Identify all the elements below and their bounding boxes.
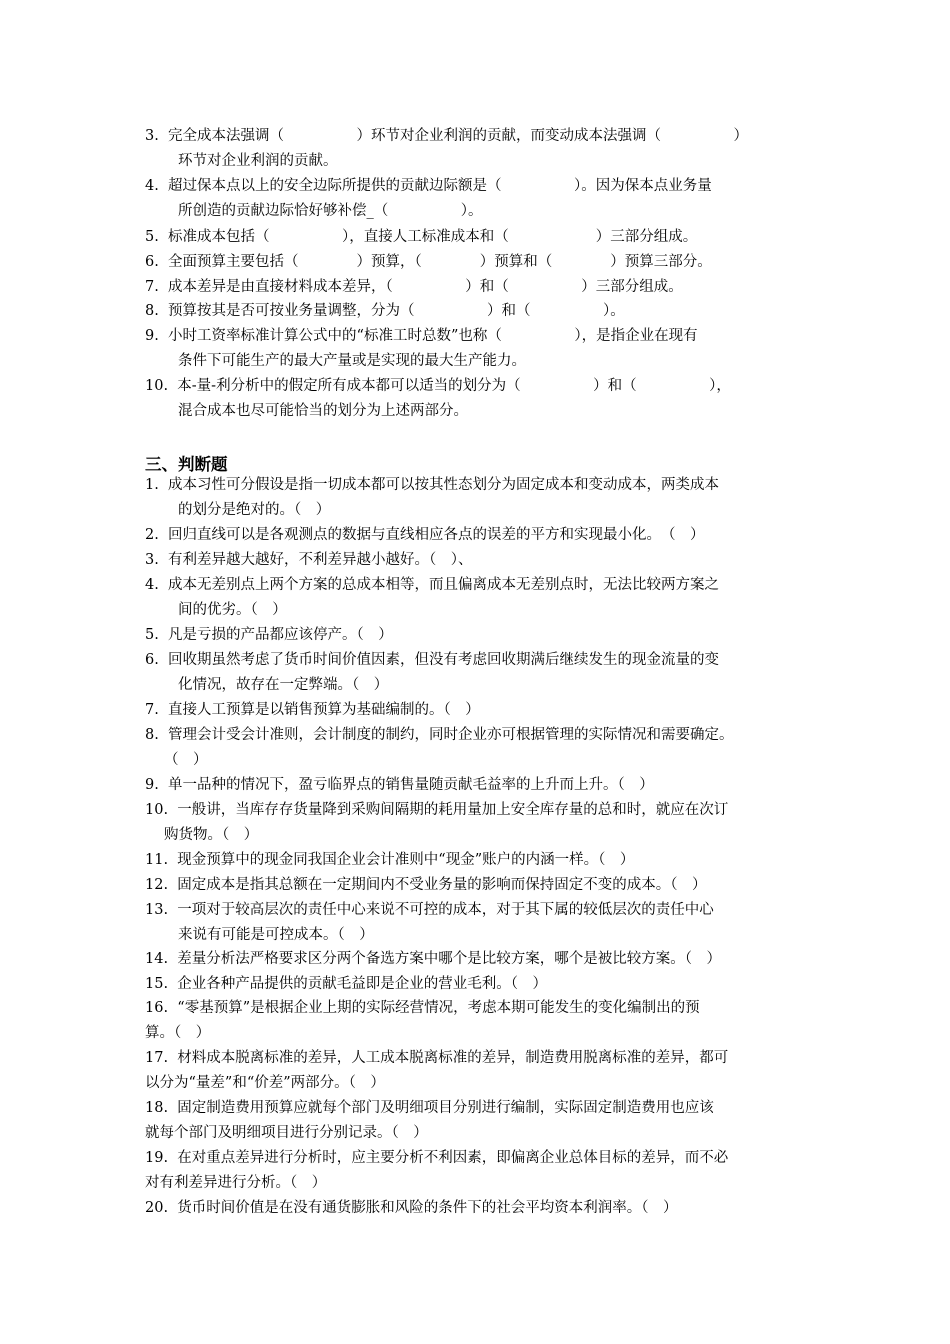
judge-item: 9. 单一品种的情况下，盈亏临界点的销售量随贡献毛益率的上升而上升。（ ） — [145, 777, 654, 793]
judge-item: 2. 回归直线可以是各观测点的数据与直线相应各点的误差的平方和实现最小化。 （ ） — [145, 527, 705, 543]
judge-item: 14. 差量分析法严格要求区分两个备选方案中哪个是比较方案，哪个是被比较方案。（ ） — [145, 951, 722, 967]
judge-item: 20. 货币时间价值是在没有通货膨胀和风险的条件下的社会平均资本利润率。（ ） — [145, 1200, 678, 1216]
judge-item: 间的优劣。（ ） — [178, 602, 287, 618]
fill-in-item: 9. 小时工资率标准计算公式中的“标准工时总数”也称（ ），是指企业在现有 — [145, 328, 698, 344]
judge-item: 1. 成本习性可分假设是指一切成本都可以按其性态划分为固定成本和变动成本，两类成本 — [145, 477, 720, 493]
fill-in-item: 3. 完全成本法强调（ ）环节对企业利润的贡献，而变动成本法强调（ ） — [145, 128, 749, 144]
judge-item: 算。（ ） — [145, 1025, 211, 1041]
judge-item: 11. 现金预算中的现金同我国企业会计准则中“现金”账户的内涵一样。（ ） — [145, 852, 635, 868]
judge-item: 对有利差异进行分析。（ ） — [145, 1175, 327, 1191]
fill-in-item: 所创造的贡献边际恰好够补偿_（ ）。 — [178, 203, 483, 219]
judge-item: 13. 一项对于较高层次的责任中心来说不可控的成本，对于其下属的较低层次的责任中心 — [145, 902, 714, 918]
judge-item: 5. 凡是亏损的产品都应该停产。（ ） — [145, 627, 393, 643]
judge-item: 化情况，故存在一定弊端。（ ） — [178, 677, 389, 693]
fill-in-item: 10. 本-量-利分析中的假定所有成本都可以适当的划分为（ ）和（ ）， — [145, 378, 731, 394]
fill-in-item: 混合成本也尽可能恰当的划分为上述两部分。 — [178, 403, 468, 419]
judge-item: 3. 有利差异越大越好，不利差异越小越好。（ ）、 — [145, 552, 473, 568]
fill-in-item: 8. 预算按其是否可按业务量调整，分为（ ）和（ ）。 — [145, 303, 625, 319]
judge-item: 12. 固定成本是指其总额在一定期间内不受业务量的影响而保持固定不变的成本。（ ） — [145, 877, 707, 893]
judge-item: 10. 一般讲，当库存存货量降到采购间隔期的耗用量加上安全库存量的总和时，就应在次订 — [145, 802, 729, 818]
fill-in-item: 条件下可能生产的最大产量或是实现的最大生产能力。 — [178, 353, 526, 369]
judge-item: 18. 固定制造费用预算应就每个部门及明细项目分别进行编制，实际固定制造费用也应该 — [145, 1100, 714, 1116]
judge-item: 15. 企业各种产品提供的贡献毛益即是企业的营业毛利。（ ） — [145, 976, 548, 992]
section-heading: 三、判断题 — [145, 455, 228, 474]
fill-in-item: 5. 标准成本包括（ ），直接人工标准成本和（ ）三部分组成。 — [145, 229, 698, 245]
judge-item: 的划分是绝对的。（ ） — [178, 502, 331, 518]
judge-item: 16. “零基预算”是根据企业上期的实际经营情况，考虑本期可能发生的变化编制出的预 — [145, 1000, 700, 1016]
judge-item: 17. 材料成本脱离标准的差异，人工成本脱离标准的差异，制造费用脱离标准的差异，都可 — [145, 1050, 729, 1066]
judge-item: 4. 成本无差别点上两个方案的总成本相等，而且偏离成本无差别点时，无法比较两方案之 — [145, 577, 720, 593]
judge-item: 7. 直接人工预算是以销售预算为基础编制的。（ ） — [145, 702, 480, 718]
fill-in-item: 7. 成本差异是由直接材料成本差异，（ ）和（ ）三部分组成。 — [145, 279, 683, 295]
judge-item: 8. 管理会计受会计准则，会计制度的制约，同时企业亦可根据管理的实际情况和需要确定。 — [145, 727, 734, 743]
fill-in-item: 4. 超过保本点以上的安全边际所提供的贡献边际额是（ ）。因为保本点业务量 — [145, 178, 712, 194]
fill-in-item: 6. 全面预算主要包括（ ）预算，（ ）预算和（ ）预算三部分。 — [145, 254, 712, 270]
judge-item: （ ） — [164, 752, 208, 768]
judge-item: 6. 回收期虽然考虑了货币时间价值因素，但没有考虑回收期满后继续发生的现金流量的变 — [145, 652, 720, 668]
judge-item: 以分为“量差”和“价差”两部分。（ ） — [145, 1075, 385, 1091]
judge-item: 就每个部门及明细项目进行分别记录。（ ） — [145, 1125, 428, 1141]
fill-in-item: 环节对企业利润的贡献。 — [178, 153, 338, 169]
judge-item: 来说有可能是可控成本。（ ） — [178, 927, 374, 943]
judge-item: 19. 在对重点差异进行分析时，应主要分析不利因素，即偏离企业总体目标的差异，而不必 — [145, 1150, 729, 1166]
judge-item: 购货物。（ ） — [164, 827, 259, 843]
